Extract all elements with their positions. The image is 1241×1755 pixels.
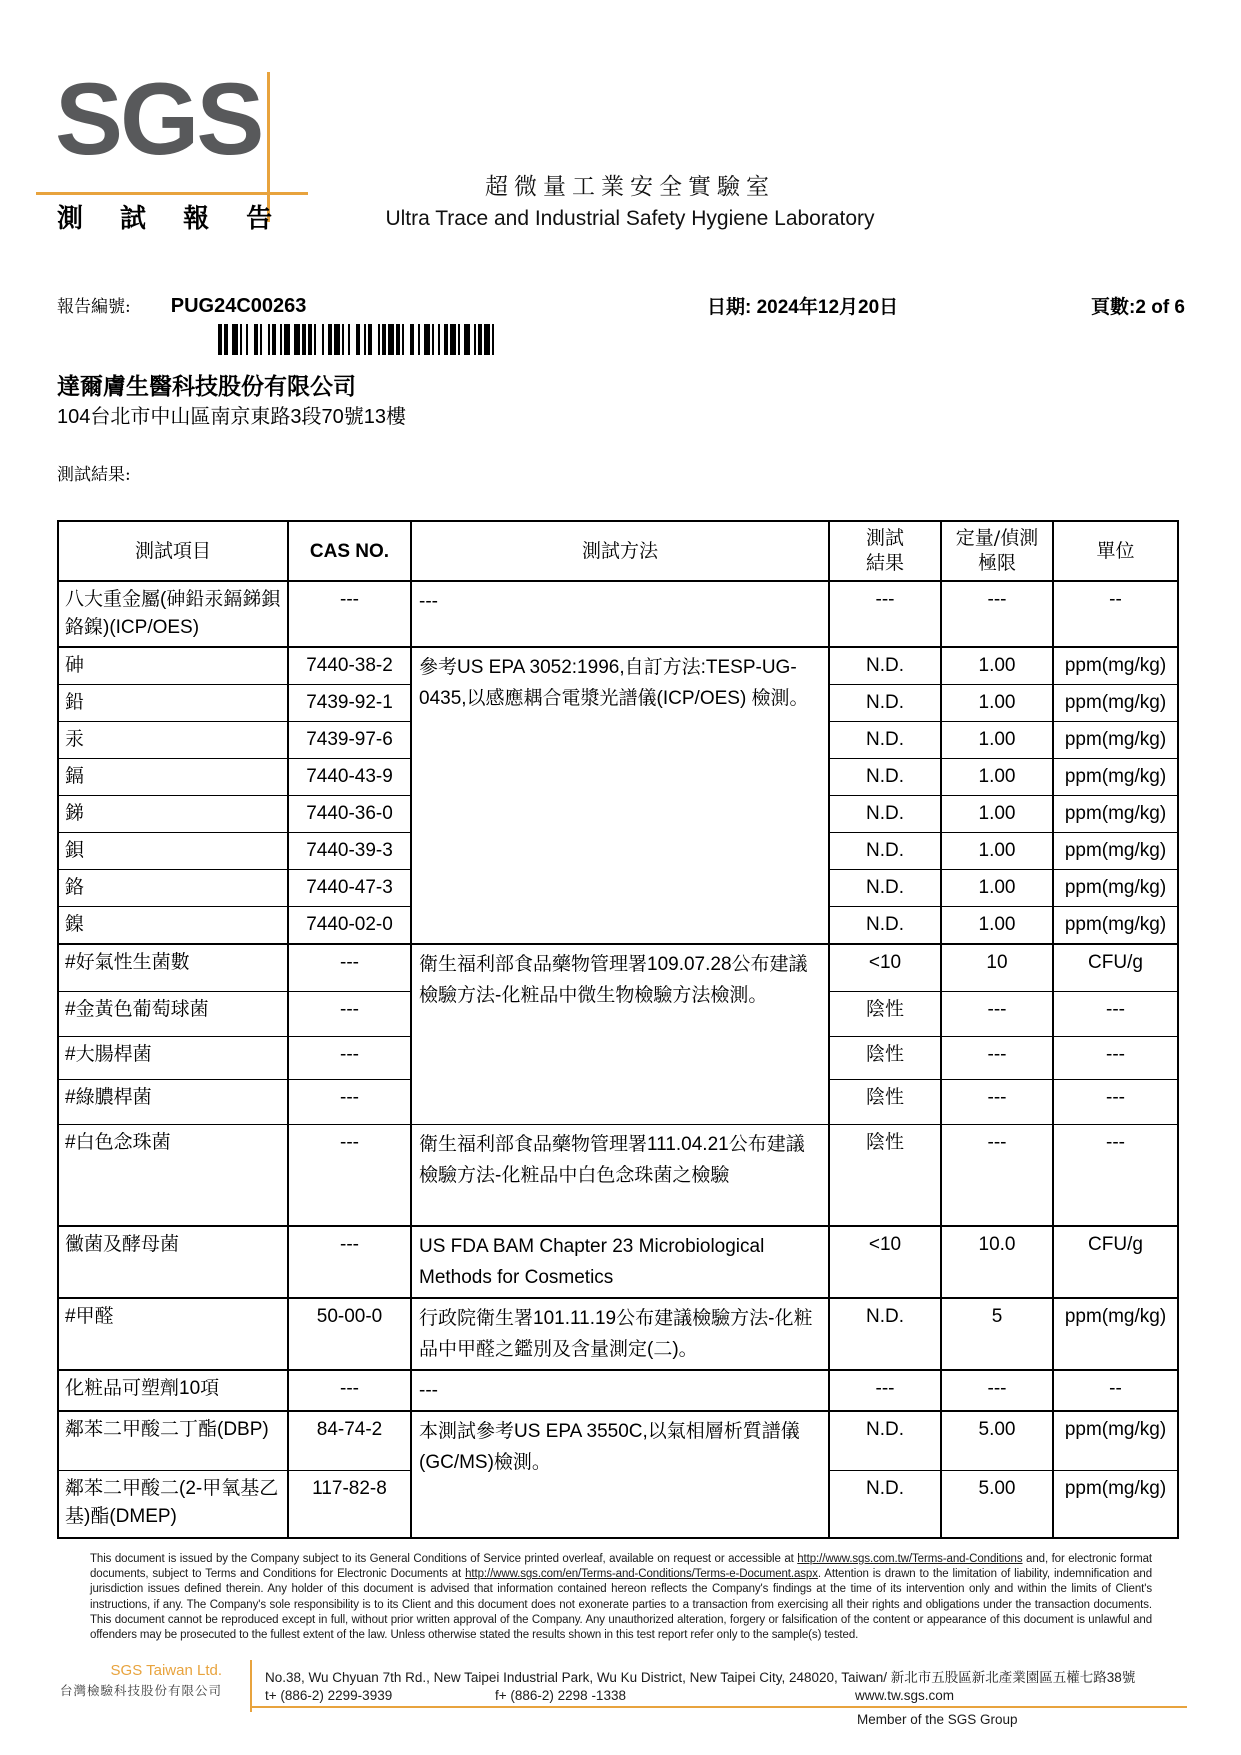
report-number-label: 報告編號: [57, 297, 131, 317]
lab-name-block [300, 168, 960, 231]
cell-item: #綠膿桿菌 [58, 1079, 288, 1124]
cell-unit: CFU/g [1053, 1226, 1178, 1298]
cell-limit: --- [941, 1370, 1053, 1411]
table-row [58, 581, 1178, 647]
cell-cas: 7439-97-6 [288, 722, 411, 759]
report-number-value: PUG24C00263 [170, 295, 307, 317]
cell-item: #金黃色葡萄球菌 [58, 991, 288, 1036]
cell-unit: --- [1053, 1079, 1178, 1124]
cell-cas: 7440-02-0 [288, 907, 411, 945]
cell-limit: 1.00 [941, 870, 1053, 907]
cell-limit: --- [941, 991, 1053, 1036]
cell-limit: 1.00 [941, 907, 1053, 945]
cell-unit: --- [1053, 1036, 1178, 1079]
cell-cas: --- [288, 1226, 411, 1298]
cell-result: N.D. [829, 1298, 941, 1370]
cell-item: 鋇 [58, 833, 288, 870]
lab-name-zh: 超微量工業安全實驗室 [485, 174, 775, 200]
cell-item: 鎘 [58, 759, 288, 796]
cell-cas: --- [288, 1124, 411, 1226]
report-title: 測 試 報 告 [57, 204, 287, 234]
cell-method: 衛生福利部食品藥物管理署109.07.28公布建議檢驗方法-化粧品中微生物檢驗方法檢測。 [411, 944, 829, 1124]
cell-method: 本測試參考US EPA 3550C,以氣相層析質譜儀(GC/MS)檢測。 [411, 1411, 829, 1538]
cell-item: 銻 [58, 796, 288, 833]
page-number-line [1035, 292, 1185, 319]
cell-limit: 1.00 [941, 685, 1053, 722]
table-row [58, 1298, 1178, 1370]
cell-cas: --- [288, 581, 411, 647]
footer-address: No.38, Wu Chyuan 7th Rd., New Taipei Industrial Park, Wu Ku District, New Taipei City, 248020, Taiwan/ 新北市五股區新北產業園區五權七路38號 [265, 1670, 1136, 1685]
cell-method: 參考US EPA 3052:1996,自訂方法:TESP-UG-0435,以感應耦合電漿光譜儀(ICP/OES) 檢測。 [411, 647, 829, 944]
cell-unit: --- [1053, 991, 1178, 1036]
cell-limit: 1.00 [941, 647, 1053, 685]
col-header-cas: CAS NO. [288, 521, 411, 581]
cell-cas: 7440-36-0 [288, 796, 411, 833]
cell-limit: 1.00 [941, 833, 1053, 870]
cell-limit: 10 [941, 944, 1053, 991]
date-label: 日期: [707, 297, 752, 318]
cell-cas: 7439-92-1 [288, 685, 411, 722]
cell-cas: 50-00-0 [288, 1298, 411, 1370]
cell-result: <10 [829, 944, 941, 991]
cell-unit: ppm(mg/kg) [1053, 759, 1178, 796]
cell-result: 陰性 [829, 1036, 941, 1079]
report-barcode [218, 324, 534, 355]
cell-result: 陰性 [829, 991, 941, 1036]
cell-item: 鄰苯二甲酸二丁酯(DBP) [58, 1411, 288, 1470]
lab-name-en: Ultra Trace and Industrial Safety Hygiene Laboratory [385, 207, 875, 230]
table-row [58, 1411, 1178, 1470]
cell-cas: --- [288, 1079, 411, 1124]
test-results-label: 測試結果: [57, 465, 131, 485]
cell-limit: 5.00 [941, 1470, 1053, 1538]
cell-result: N.D. [829, 647, 941, 685]
date-value: 2024年12月20日 [756, 297, 899, 318]
footer-member-text: Member of the SGS Group [857, 1712, 1018, 1727]
cell-unit: -- [1053, 581, 1178, 647]
cell-method: --- [411, 581, 829, 647]
cell-unit: ppm(mg/kg) [1053, 722, 1178, 759]
footer-vertical-line [250, 1660, 252, 1712]
cell-item: 黴菌及酵母菌 [58, 1226, 288, 1298]
cell-cas: 7440-43-9 [288, 759, 411, 796]
cell-item: 鉻 [58, 870, 288, 907]
cell-item: 鉛 [58, 685, 288, 722]
footer-website[interactable]: www.tw.sgs.com [855, 1688, 955, 1703]
cell-item: #好氣性生菌數 [58, 944, 288, 991]
cell-limit: 5 [941, 1298, 1053, 1370]
footer-horizontal-line [250, 1706, 1187, 1708]
e-document-terms-link[interactable]: http://www.sgs.com/en/Terms-and-Conditions/Terms-e-Document.aspx [465, 1568, 818, 1581]
cell-limit: --- [941, 581, 1053, 647]
cell-method: 行政院衛生署101.11.19公布建議檢驗方法-化粧品中甲醛之鑑別及含量測定(二)。 [411, 1298, 829, 1370]
cell-result: N.D. [829, 870, 941, 907]
cell-item: 鄰苯二甲酸二(2-甲氧基乙基)酯(DMEP) [58, 1470, 288, 1538]
cell-cas: 7440-39-3 [288, 833, 411, 870]
cell-result: 陰性 [829, 1079, 941, 1124]
cell-result: N.D. [829, 1470, 941, 1538]
table-row [58, 944, 1178, 991]
cell-limit: 1.00 [941, 796, 1053, 833]
footer-company-block [60, 1662, 222, 1699]
cell-item: 鎳 [58, 907, 288, 945]
cell-limit: --- [941, 1124, 1053, 1226]
col-header-method: 測試方法 [411, 521, 829, 581]
cell-method: 衛生福利部食品藥物管理署111.04.21公布建議檢驗方法-化粧品中白色念珠菌之檢驗 [411, 1124, 829, 1226]
page-value: 2 of 6 [1135, 297, 1185, 318]
col-header-result: 測試 結果 [829, 521, 941, 581]
cell-unit: ppm(mg/kg) [1053, 870, 1178, 907]
cell-cas: --- [288, 1036, 411, 1079]
footer-telephone: t+ (886-2) 2299-3939 [265, 1688, 393, 1703]
cell-cas: 7440-47-3 [288, 870, 411, 907]
cell-result: N.D. [829, 1411, 941, 1470]
footer-company-zh: 台灣檢驗科技股份有限公司 [60, 1683, 223, 1698]
cell-item: 汞 [58, 722, 288, 759]
cell-cas: --- [288, 944, 411, 991]
cell-limit: 1.00 [941, 722, 1053, 759]
footer-company-en: SGS Taiwan Ltd. [110, 1662, 222, 1679]
cell-item: #大腸桿菌 [58, 1036, 288, 1079]
sgs-logo: SGS [55, 62, 262, 176]
cell-limit: --- [941, 1079, 1053, 1124]
client-company-name: 達爾膚生醫科技股份有限公司 [57, 373, 356, 399]
cell-result: N.D. [829, 907, 941, 945]
cell-result: N.D. [829, 722, 941, 759]
cell-cas: 84-74-2 [288, 1411, 411, 1470]
cell-result: N.D. [829, 759, 941, 796]
client-company-address: 104台北市中山區南京東路3段70號13樓 [57, 406, 406, 428]
cell-result: 陰性 [829, 1124, 941, 1226]
table-row [58, 1226, 1178, 1298]
cell-item: #甲醛 [58, 1298, 288, 1370]
cell-result: N.D. [829, 833, 941, 870]
cell-cas: 7440-38-2 [288, 647, 411, 685]
terms-link[interactable]: http://www.sgs.com.tw/Terms-and-Conditions [797, 1553, 1023, 1565]
cell-unit: ppm(mg/kg) [1053, 833, 1178, 870]
cell-limit: --- [941, 1036, 1053, 1079]
cell-limit: 5.00 [941, 1411, 1053, 1470]
page-label: 頁數: [1091, 297, 1136, 318]
report-date-line [707, 292, 898, 319]
cell-item: #白色念珠菌 [58, 1124, 288, 1226]
legal-disclaimer: This document is issued by the Company subject to its General Conditions of Service printed overleaf, available on request or accessible at http://www.sgs.com.tw/Terms-and-Conditions and, for electronic format documents, subject to Terms and Conditions for Electronic Documents at http://www.sgs.com/en/Terms-and-Conditions/Terms-e-Document.aspx. Attention is drawn to the limitation of liability, indemnification and jurisdiction issues defined therein. Any holder of this document is advised that information contained hereon reflects the Company's findings at the time of its intervention only and within the limits of Client's instructions, if any. The Company's sole responsibility is to its Client and this document does not exonerate parties to a transaction from exercising all their rights and obligations under the transaction documents. This document cannot be reproduced except in full, without prior written approval of the Company. Any unauthorized alteration, forgery or falsification of the content or appearance of this document is unlawful and offenders may be prosecuted to the fullest extent of the law. Unless otherwise stated the results shown in this test report refer only to the sample(s) tested. [90, 1553, 1152, 1642]
cell-result: N.D. [829, 796, 941, 833]
cell-unit: ppm(mg/kg) [1053, 685, 1178, 722]
cell-unit: CFU/g [1053, 944, 1178, 991]
results-table [57, 520, 1179, 1539]
cell-unit: ppm(mg/kg) [1053, 1298, 1178, 1370]
cell-cas: 117-82-8 [288, 1470, 411, 1538]
table-row [58, 647, 1178, 685]
cell-unit: ppm(mg/kg) [1053, 1470, 1178, 1538]
cell-unit: ppm(mg/kg) [1053, 796, 1178, 833]
table-header-row [58, 521, 1178, 581]
cell-unit: ppm(mg/kg) [1053, 1411, 1178, 1470]
cell-cas: --- [288, 1370, 411, 1411]
cell-item: 化粧品可塑劑10項 [58, 1370, 288, 1411]
col-header-unit: 單位 [1053, 521, 1178, 581]
cell-item: 八大重金屬(砷鉛汞鎘銻鋇鉻鎳)(ICP/OES) [58, 581, 288, 647]
cell-unit: --- [1053, 1124, 1178, 1226]
cell-result: --- [829, 581, 941, 647]
cell-limit: 10.0 [941, 1226, 1053, 1298]
cell-unit: -- [1053, 1370, 1178, 1411]
table-row [58, 1370, 1178, 1411]
cell-unit: ppm(mg/kg) [1053, 907, 1178, 945]
cell-result: N.D. [829, 685, 941, 722]
table-row [58, 1124, 1178, 1226]
cell-unit: ppm(mg/kg) [1053, 647, 1178, 685]
cell-result: <10 [829, 1226, 941, 1298]
cell-item: 砷 [58, 647, 288, 685]
cell-limit: 1.00 [941, 759, 1053, 796]
cell-method: --- [411, 1370, 829, 1411]
col-header-limit: 定量/偵測 極限 [941, 521, 1053, 581]
col-header-item: 測試項目 [58, 521, 288, 581]
footer-fax: f+ (886-2) 2298 -1338 [495, 1688, 626, 1703]
cell-cas: --- [288, 991, 411, 1036]
report-number-line [57, 292, 306, 318]
cell-method: US FDA BAM Chapter 23 Microbiological Methods for Cosmetics [411, 1226, 829, 1298]
cell-result: --- [829, 1370, 941, 1411]
